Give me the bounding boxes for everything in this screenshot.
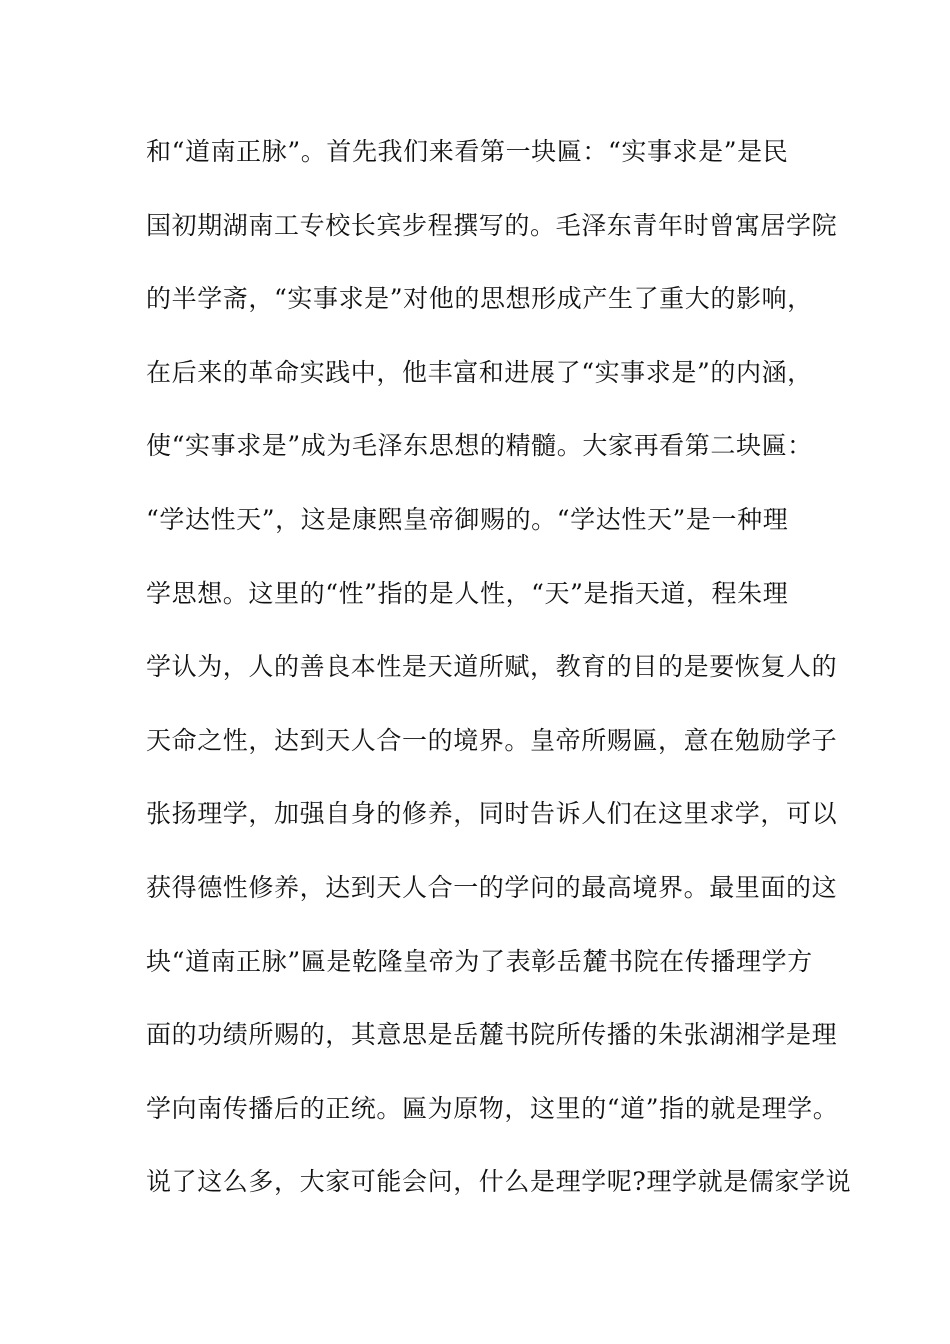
body-text bbox=[146, 128, 852, 1232]
text-line: 学向南传播后的正统。匾为原物，这里的“道”指的就是理学。 bbox=[146, 1093, 839, 1123]
text-line: 和“道南正脉”。首先我们来看第一块匾：“实事求是”是民 bbox=[146, 137, 789, 166]
text-line: 天命之性，达到天人合一的境界。皇帝所赐匾，意在勉励学子 bbox=[146, 725, 838, 755]
text-line: 面的功绩所赐的，其意思是岳麓书院所传播的朱张湖湘学是理 bbox=[146, 1020, 838, 1050]
text-line: 使“实事求是”成为毛泽东思想的精髓。大家再看第二块匾： bbox=[146, 431, 813, 461]
text-line: “学达性天”，这是康熙皇帝御赐的。“学达性天”是一种理 bbox=[146, 504, 789, 534]
text-line: 说了这么多，大家可能会问，什么是理学呢?理学就是儒家学说 bbox=[146, 1167, 852, 1197]
text-line: 张扬理学，加强自身的修养，同时告诉人们在这里求学，可以 bbox=[146, 799, 838, 829]
text-line: 获得德性修养，达到天人合一的学问的最高境界。最里面的这 bbox=[146, 872, 838, 902]
text-line: 的半学斋，“实事求是”对他的思想形成产生了重大的影响， bbox=[146, 284, 813, 314]
text-line: 学思想。这里的“性”指的是人性，“天”是指天道，程朱理 bbox=[146, 578, 789, 608]
text-line: 国初期湖南工专校长宾步程撰写的。毛泽东青年时曾寓居学院 bbox=[146, 210, 838, 240]
text-line: 在后来的革命实践中，他丰富和进展了“实事求是”的内涵， bbox=[146, 357, 813, 387]
text-line: 块“道南正脉”匾是乾隆皇帝为了表彰岳麓书院在传播理学方 bbox=[146, 946, 813, 976]
text-line: 学认为，人的善良本性是天道所赋，教育的目的是要恢复人的 bbox=[146, 652, 838, 682]
